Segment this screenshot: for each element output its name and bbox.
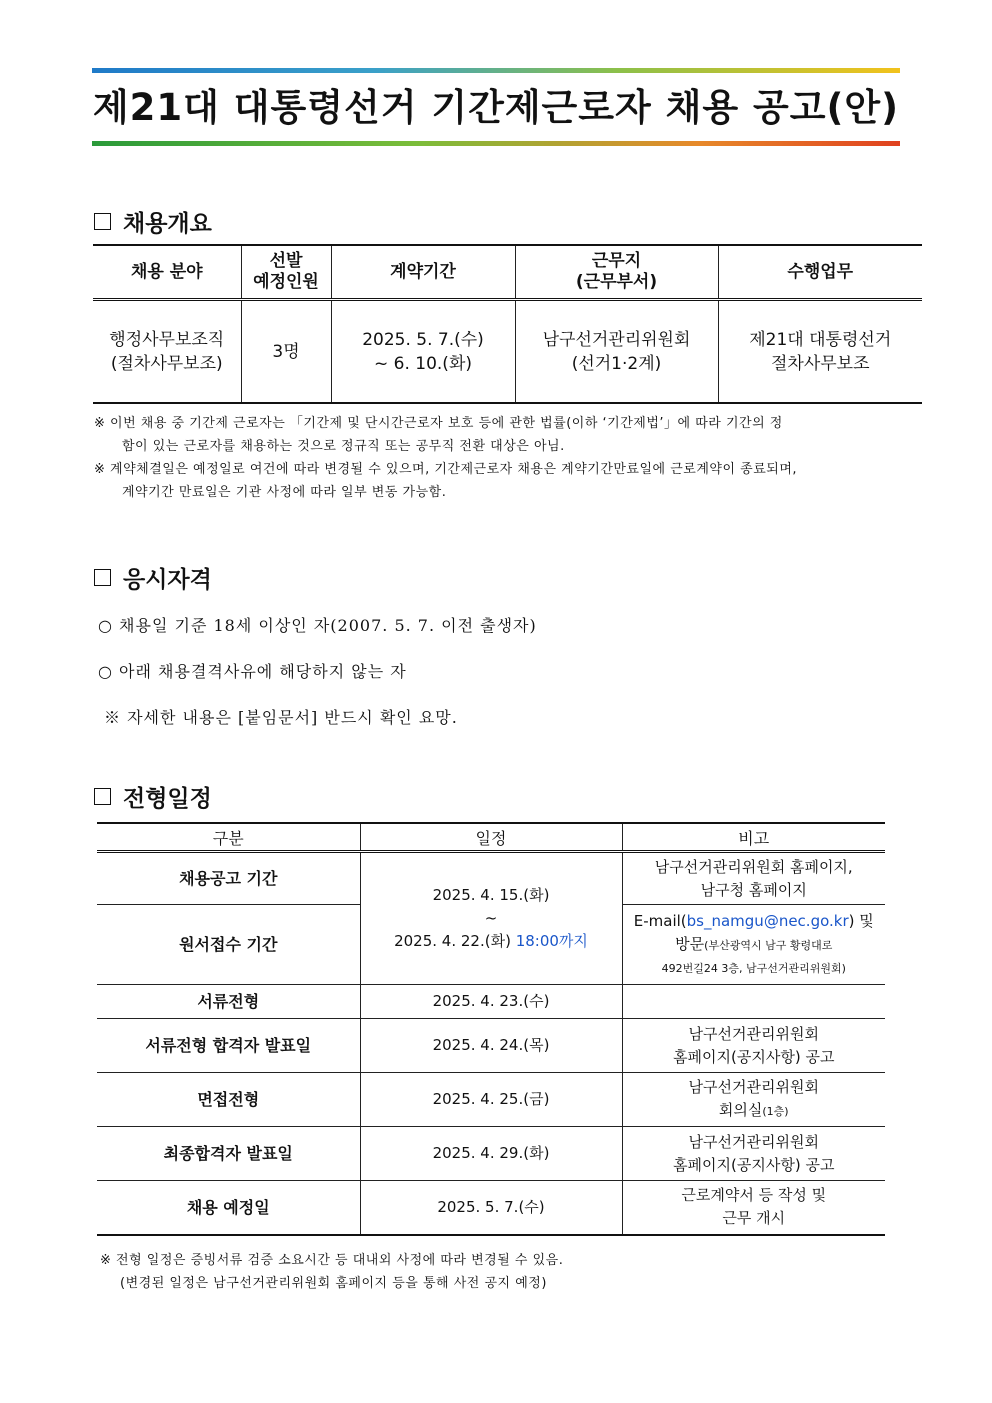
table-header-row: [93, 245, 922, 300]
header-field: 채용 분야: [93, 245, 241, 300]
note-line: ※ 전형 일정은 증빙서류 검증 소요시간 등 대내외 사정에 따라 변경될 수 있음.: [100, 1253, 564, 1268]
schedule-table: [97, 822, 885, 1236]
table-row: [97, 1127, 885, 1181]
section-heading-qualification: 응시자격: [94, 561, 212, 594]
note-line: 함이 있는 근로자를 채용하는 것으로 정규직 또는 공무직 전환 대상은 아님.: [122, 439, 565, 454]
cell-field: 행정사무보조직 (절차사무보조): [93, 300, 241, 404]
table-row: [93, 300, 922, 404]
cell-date: 2025. 4. 23.(수): [360, 985, 622, 1019]
cell-place: 남구선거관리위원회 (선거1·2계): [515, 300, 718, 404]
cell-task: 제21대 대통령선거 절차사무보조: [718, 300, 922, 404]
recruitment-overview-table: [93, 244, 922, 404]
qualification-item: ○ 아래 채용결격사유에 해당하지 않는 자: [98, 662, 407, 681]
cell-date: 2025. 4. 24.(목): [360, 1019, 622, 1073]
qualification-item: ○ 채용일 기준 18세 이상인 자(2007. 5. 7. 이전 출생자): [98, 616, 537, 635]
checkbox-square-icon: [94, 213, 111, 230]
cell-count: 3명: [241, 300, 331, 404]
note-line: (변경된 일정은 남구선거관리위원회 홈페이지 등을 통해 사전 공지 예정): [120, 1276, 547, 1291]
header-place: 근무지 (근무부서): [515, 245, 718, 300]
email-link[interactable]: bs_namgu@nec.go.kr: [686, 911, 849, 930]
cell-merged-schedule: 2025. 4. 15.(화) ~ 2025. 4. 22.(화) 18:00까지: [360, 852, 622, 985]
table-header-row: [97, 823, 885, 852]
section-heading-overview: 채용개요: [94, 205, 212, 238]
cell-note: 근로계약서 등 작성 및 근무 개시: [622, 1181, 885, 1235]
title-top-bar: [92, 68, 900, 73]
cell-label: 최종합격자 발표일: [97, 1127, 360, 1181]
schedule-notes: [100, 1249, 900, 1295]
note-line: 계약기간 만료일은 기관 사정에 따라 일부 변동 가능함.: [122, 485, 447, 500]
cell-note: 남구선거관리위원회 홈페이지, 남구청 홈페이지: [622, 852, 885, 905]
cell-note: [622, 985, 885, 1019]
checkbox-square-icon: [94, 788, 111, 805]
header-schedule: 일정: [360, 823, 622, 852]
cell-period: 2025. 5. 7.(수) ~ 6. 10.(화): [331, 300, 515, 404]
header-remarks: 비고: [622, 823, 885, 852]
cell-note: 남구선거관리위원회 홈페이지(공지사항) 공고: [622, 1127, 885, 1181]
note-line: ※ 이번 채용 중 기간제 근로자는 「기간제 및 단시간근로자 보호 등에 관한 법률(이하 ‘기간제법’」에 따라 기간의 정: [94, 416, 783, 431]
checkbox-square-icon: [94, 569, 111, 586]
table-row: [97, 985, 885, 1019]
cell-note: E-mail(bs_namgu@nec.go.kr) 및 방문(부산광역시 남구 황령대로 492번길24 3층, 남구선거관리위원회): [622, 905, 885, 985]
page-title: 제21대 대통령선거 기간제근로자 채용 공고(안): [92, 86, 900, 129]
header-period: 계약기간: [331, 245, 515, 300]
table-row: [97, 1073, 885, 1127]
overview-notes: [94, 412, 904, 504]
table-row: [97, 1181, 885, 1235]
cell-label: 채용공고 기간: [97, 852, 360, 905]
cell-label: 채용 예정일: [97, 1181, 360, 1235]
title-bottom-bar: [92, 141, 900, 146]
cell-date: 2025. 4. 29.(화): [360, 1127, 622, 1181]
table-row: [97, 852, 885, 905]
cell-label: 면접전형: [97, 1073, 360, 1127]
table-row: [97, 1019, 885, 1073]
cell-label: 서류전형: [97, 985, 360, 1019]
note-line: ※ 계약체결일은 예정일로 여건에 따라 변경될 수 있으며, 기간제근로자 채용은 계약기간만료일에 근로계약이 종료되며,: [94, 462, 798, 477]
cell-label: 원서접수 기간: [97, 905, 360, 985]
header-task: 수행업무: [718, 245, 922, 300]
cell-date: 2025. 5. 7.(수): [360, 1181, 622, 1235]
header-count: 선발 예정인원: [241, 245, 331, 300]
cell-note: 남구선거관리위원회 회의실(1층): [622, 1073, 885, 1127]
cell-note: 남구선거관리위원회 홈페이지(공지사항) 공고: [622, 1019, 885, 1073]
section-heading-schedule: 전형일정: [94, 780, 212, 813]
header-category: 구분: [97, 823, 360, 852]
qualification-note: ※ 자세한 내용은 [붙임문서] 반드시 확인 요망.: [104, 708, 458, 727]
cell-date: 2025. 4. 25.(금): [360, 1073, 622, 1127]
cell-label: 서류전형 합격자 발표일: [97, 1019, 360, 1073]
